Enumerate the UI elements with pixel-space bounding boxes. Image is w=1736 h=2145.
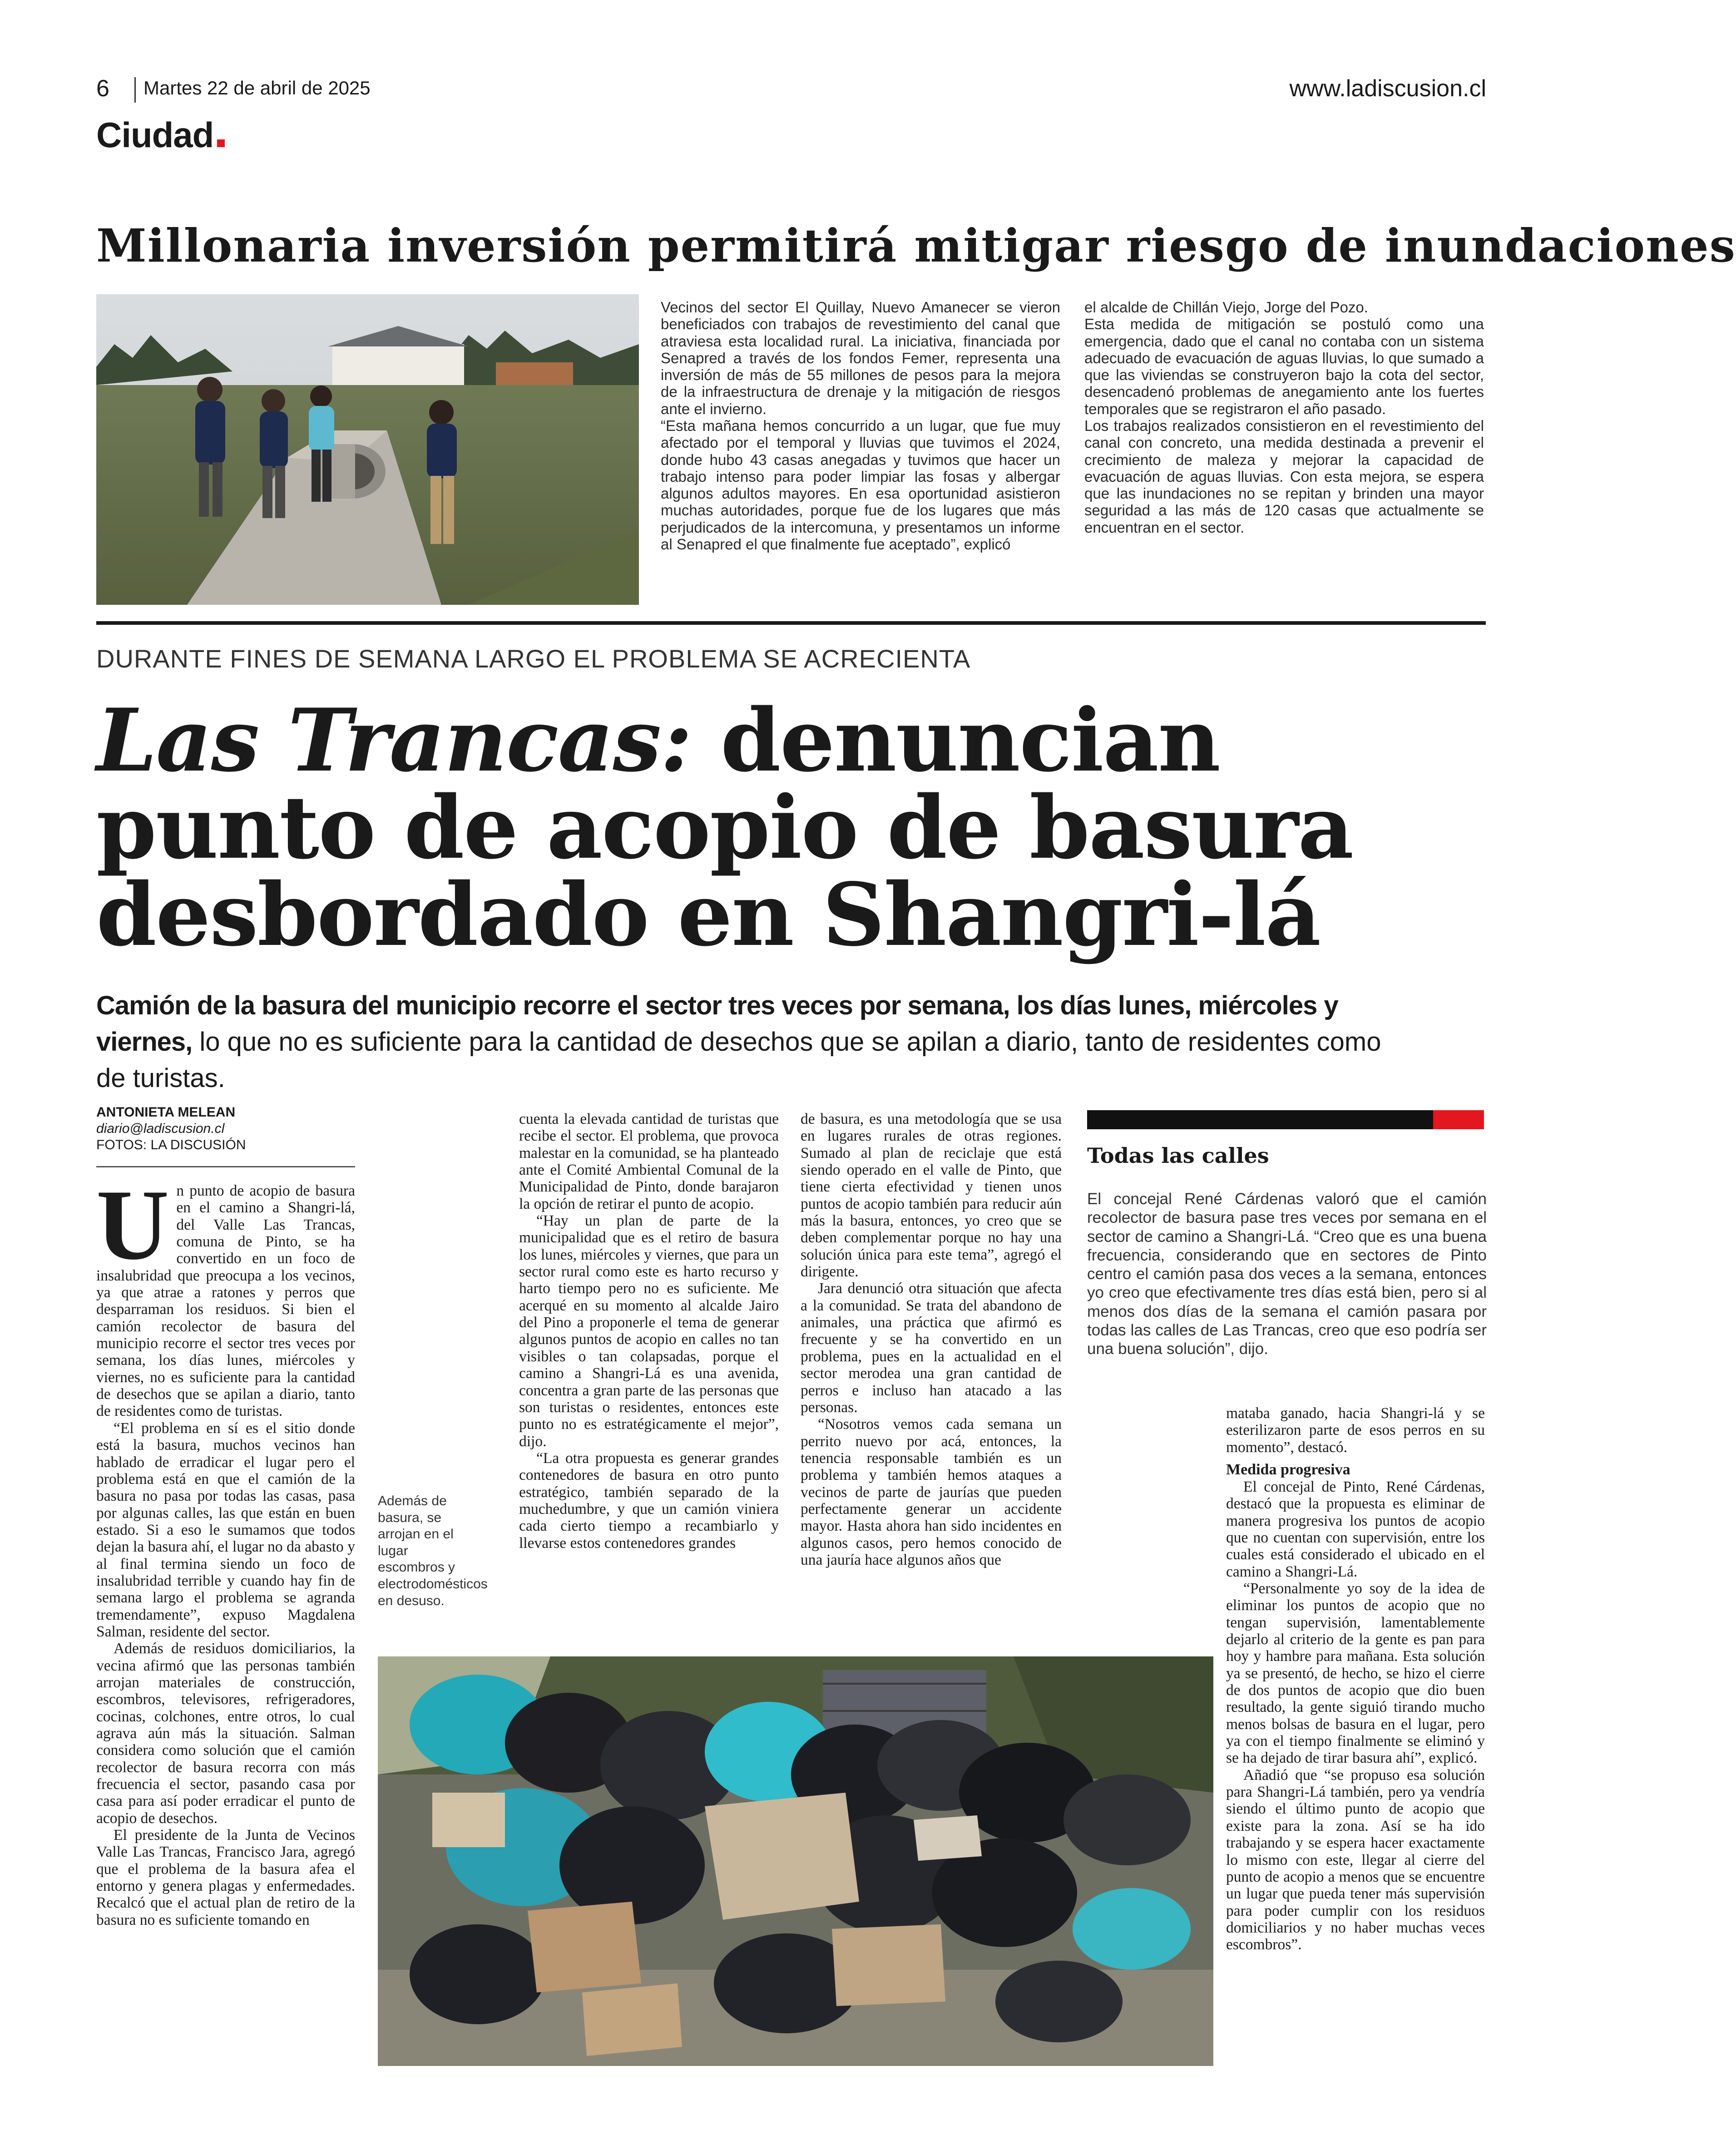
- photo-caption: Además de basura, se arrojan en el lugar escombros y electrodomésticos en desuso.: [378, 1493, 488, 1608]
- deck: Camión de la basura del municipio recorre el sector tres veces por semana, los días lunes, miércoles y viernes, lo que no es suficiente para la cantidad de desechos que se apilan a diario, tanto de residentes como de turistas.: [96, 991, 1381, 1093]
- top-story-headline: Millonaria inversión permitirá mitigar riesgo de inundaciones: [96, 219, 1736, 272]
- body-column-1: Un punto de acopio de basura en el camino a Shangri-lá, del Valle Las Trancas, comuna de Pinto, se ha convertido en un foco de insalubridad que preocupa a los vecinos, ya que atrae a ratones y perros que desparraman los residuos. Si bien el camión recolector de basura del municipio recorre el sector tres veces por semana, los días lunes, miércoles y viernes, no es suficiente para la cantidad de desechos que se apilan a diario, tanto de residentes como de turistas. “El problema en sí es el sitio donde está la basura, muchos vecinos han hablado de erradicar el lugar pero el problema está en que el camión de la basura no pasa por todas las casas, pasa por algunas calles, las que están en buen estado. Si a eso le sumamos que todos dejan la basura ahí, el lugar no da abasto y al final termina siendo un foco de insalubridad terrible y cuando hay fin de semana largo el problema se agranda tremendamente”, expuso Magdalena Salman, residente del sector. Además de residuos domiciliarios, la vecina afirmó que las personas también arrojan materiales de construcción, escombros, televisores, refrigeradores, cocinas, colchones, entre otros, lo cual agrava aún más la situación. Salman considera como solución que el camión recolector de basura recorra con más frecuencia el sector, pasando casa por casa para así poder erradicar el punto de acopio de desechos. El presidente de la Junta de Vecinos Valle Las Trancas, Francisco Jara, agregó que el problema de la basura afea el entorno y genera plagas y enfermedades. Recalcó que el actual plan de retiro de la basura no es suficiente tomando en: [96, 1169, 355, 1928]
- body-column-2: cuenta la elevada cantidad de turistas que recibe el sector. El problema, que provoca malestar en la comunidad, se ha planteado ante el Comité Ambiental Comunal de la Municipalidad de Pinto, donde barajaron la opción de retirar el punto de acopio. “Hay un plan de parte de la municipalidad que es el retiro de basura los lunes, miércoles y viernes, que para un sector rural como este es harto recurso y harto tiempo pero no es suficiente. Me acerqué en su momento al alcalde Jairo del Pino a proponerle el tema de generar algunos puntos de acopio en calles no tan visibles o tan colapsadas, porque el camino a Shangri-Lá es una avenida, concentra a gran parte de las personas que son turistas o residentes, entonces este punto no es estratégicamente el mejor”, dijo. “La otra propuesta es generar grandes contenedores de basura en otro punto estratégico, también separado de la muchedumbre, y que un camión viniera cada cierto tiempo a recambiarlo y llevarse estos contenedores grandes: [519, 1111, 779, 1552]
- page-number: 6: [96, 75, 109, 102]
- sidebar-bar-red: [1433, 1110, 1484, 1129]
- site-url[interactable]: www.ladiscusion.cl: [1289, 75, 1486, 102]
- author-email[interactable]: diario@ladiscusion.cl: [96, 1121, 225, 1136]
- officials-canal-photo: [96, 294, 639, 605]
- sidebar-title: Todas las calles: [1087, 1143, 1269, 1168]
- drop-cap: U: [96, 1169, 169, 1281]
- top-story-column-1: Vecinos del sector El Quillay, Nuevo Amanecer se vieron beneficiados con trabajos de revestimiento del canal que atraviesa esta localidad rural. La iniciativa, financiada por Senapred a través de los fondos Femer, representa una inversión de más de 55 millones de pesos para la mejora de la infraestructura de drenaje y la mitigación de riesgos ante el invierno. “Esta mañana hemos concurrido a un lugar, que fue muy afectado por el temporal y lluvias que tuvimos el 2024, donde hubo 43 casas anegadas y tuvimos que hacer un trabajo intenso para poder limpiar las fosas y albergar algunos adultos mayores. En esa oportunidad asistieron muchas autoridades, porque fue de los lugares que más perjudicados de la intercomuna, y presentamos un informe al Senapred el que finalmente fue aceptado”, explicó: [661, 299, 1060, 553]
- story-divider-rule: [96, 621, 1486, 625]
- section-red-dot: [217, 139, 225, 147]
- top-story-column-2: el alcalde de Chillán Viejo, Jorge del Pozo. Esta medida de mitigación se postuló como una emergencia, dado que el canal no contaba con un sistema adecuado de evacuación de aguas lluvias, lo que sumado a que las viviendas se construyeron bajo la cota del sector, desencadenó problemas de anegamiento ante los fuertes temporales que se registraron el año pasado. Los trabajos realizados consistieron en el revestimiento del canal con concreto, una medida destinada a prevenir el crecimiento de maleza y mejorar la capacidad de evacuación de aguas lluvias. Con esta mejora, se espera que las inundaciones no se repitan y brinden una mayor seguridad a las más de 120 casas que actualmente se encuentran en el sector.: [1084, 299, 1484, 536]
- section-title: Ciudad: [96, 114, 225, 156]
- subhead-medida-progresiva: Medida progresiva: [1226, 1461, 1350, 1478]
- garbage-pile-photo: [378, 1656, 1213, 2066]
- body-column-4: mataba ganado, hacia Shangri-lá y se esterilizaron parte de esos perros en su momento”, destacó. Medida progresiva El concejal de Pinto, René Cárdenas, destacó que la propuesta es eliminar de manera progresiva los puntos de acopio que no cuentan con supervisión, entre los cuales está considerado el ubicado en el camino a Shangri-Lá. “Personalmente yo soy de la idea de eliminar los puntos de acopio que no tengan supervisión, lamentablemente dejarlo al criterio de la gente es pan para hoy y hambre para mañana. Esta solución ya se presentó, de hecho, se hizo el cierre de dos puntos de acopio que dio buen resultado, la gente siguió tirando mucho menos bolsas de basura en el lugar, pero ya con el tiempo finalmente se eliminó y se ha dejado de tirar basura ahí”, explicó. Añadió que “se propuso esa solución para Shangri-Lá también, pero ya vendría siendo el último punto de acopio que existe para la zona. Así se ha ido trabajando y se espera hacer exactamente lo mismo con este, llegar al cierre del punto de acopio a menos que se encuentre un lugar que pueda tener más supervisión para poder cumplir con los residuos domiciliarios y no haber muchas veces escombros”.: [1226, 1405, 1485, 1953]
- main-headline: Las Trancas: denuncian punto de acopio de basura desbordado en Shangri-lá: [96, 690, 1353, 965]
- byline-rule: [96, 1166, 355, 1167]
- kicker: DURANTE FINES DE SEMANA LARGO EL PROBLEMA SE ACRECIENTA: [96, 644, 971, 673]
- sidebar-text: El concejal René Cárdenas valoró que el camión recolector de basura pase tres veces por semana en el sector de camino a Shangri-Lá. “Creo que es una buena frecuencia, considerando que en sectores de Pinto centro el camión pasa dos veces a la semana, entonces yo creo que efectivamente tres días está bien, pero si al menos dos días de la semana el camión pasara por todas las calles de Las Trancas, creo que eso podría ser una buena solución”, dijo.: [1087, 1190, 1487, 1358]
- byline: [96, 1104, 246, 1153]
- body-column-3: de basura, es una metodología que se usa en lugares rurales de otras regiones. Sumado al plan de reciclaje que está siendo operado en el valle de Pinto, que tiene cierta efectividad y tienen unos puntos de acopio también para reducir aún más la basura, entonces, yo creo que se deben complementar porque no hay una solución única para este tema”, agregó el dirigente. Jara denunció otra situación que afecta a la comunidad. Se trata del abandono de animales, una práctica que afirmó es frecuente y se ha convertido en un problema, pues en la actualidad en el sector merodea una gran cantidad de perros e incluso han atacado a las personas. “Nosotros vemos cada semana un perrito nuevo por acá, entonces, la tenencia responsable también es un problema y también hemos ataques a vecinos de parte de jaurías que pueden perfectamente generar un accidente mayor. Hasta ahora han sido incidentes en algunos casos, pero hemos conocido de una jauría hace algunos años que: [801, 1111, 1062, 1568]
- sidebar-bar-black: [1087, 1110, 1433, 1129]
- issue-date: Martes 22 de abril de 2025: [143, 77, 371, 99]
- author-name: ANTONIETA MELEAN: [96, 1105, 236, 1120]
- header-divider: [134, 77, 136, 103]
- photo-credit: FOTOS: LA DISCUSIÓN: [96, 1137, 246, 1152]
